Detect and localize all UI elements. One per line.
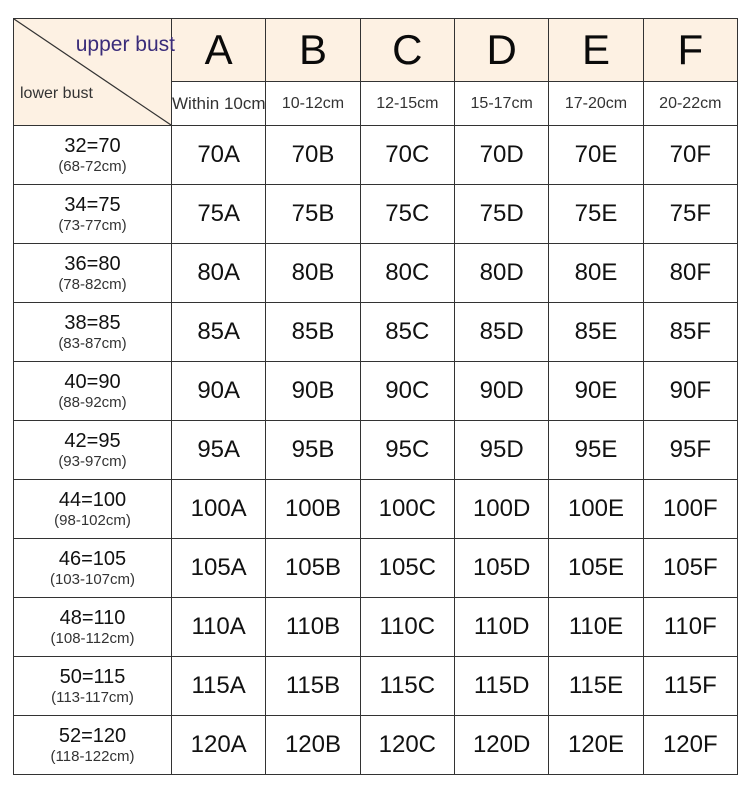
band-size: 42=95 — [64, 429, 121, 452]
size-cell-b: 70B — [266, 126, 360, 185]
size-cell-a: 95A — [172, 421, 266, 480]
band-range: (73-77cm) — [58, 216, 127, 234]
cup-letter-b: B — [266, 19, 360, 82]
size-cell-b: 90B — [266, 362, 360, 421]
size-cell-e: 95E — [549, 421, 643, 480]
size-cell-f: 100F — [643, 480, 737, 539]
size-cell-b: 75B — [266, 185, 360, 244]
lower-bust-cell — [14, 598, 172, 657]
cup-range-d: 15-17cm — [454, 82, 548, 126]
size-cell-a: 80A — [172, 244, 266, 303]
size-cell-e: 110E — [549, 598, 643, 657]
size-cell-e: 70E — [549, 126, 643, 185]
size-cell-f: 80F — [643, 244, 737, 303]
corner-header-cell — [14, 19, 175, 126]
size-cell-f: 85F — [643, 303, 737, 362]
size-cell-f: 75F — [643, 185, 737, 244]
table-row — [14, 598, 738, 657]
size-cell-d: 100D — [454, 480, 548, 539]
size-cell-d: 80D — [454, 244, 548, 303]
size-cell-f: 120F — [643, 716, 737, 775]
band-size: 34=75 — [64, 193, 121, 216]
size-cell-e: 115E — [549, 657, 643, 716]
cup-letter-e: E — [549, 19, 643, 82]
band-size: 40=90 — [64, 370, 121, 393]
size-cell-a: 70A — [172, 126, 266, 185]
size-cell-f: 110F — [643, 598, 737, 657]
upper-bust-label: upper bust — [75, 33, 175, 56]
size-cell-e: 105E — [549, 539, 643, 598]
band-size: 32=70 — [64, 134, 121, 157]
size-cell-c: 75C — [360, 185, 454, 244]
size-cell-a: 85A — [172, 303, 266, 362]
cup-range-c: 12-15cm — [360, 82, 454, 126]
size-cell-e: 100E — [549, 480, 643, 539]
cup-range-a: Within 10cm — [172, 82, 266, 126]
size-cell-c: 115C — [360, 657, 454, 716]
band-range: (98-102cm) — [54, 511, 131, 529]
size-cell-b: 80B — [266, 244, 360, 303]
size-rows — [14, 126, 738, 775]
size-cell-b: 110B — [266, 598, 360, 657]
size-cell-a: 120A — [172, 716, 266, 775]
size-cell-c: 90C — [360, 362, 454, 421]
cup-letter-a: A — [172, 19, 266, 82]
table-row — [14, 362, 738, 421]
band-range: (103-107cm) — [49, 570, 136, 588]
size-cell-c: 100C — [360, 480, 454, 539]
band-range: (83-87cm) — [58, 334, 127, 352]
table-row — [14, 421, 738, 480]
size-cell-f: 115F — [643, 657, 737, 716]
bra-size-table — [13, 18, 738, 775]
band-size: 38=85 — [64, 311, 121, 334]
band-size: 50=115 — [59, 665, 126, 688]
lower-bust-cell — [14, 421, 172, 480]
size-cell-b: 105B — [266, 539, 360, 598]
lower-bust-cell — [14, 185, 172, 244]
cup-range-b: 10-12cm — [266, 82, 360, 126]
band-size: 36=80 — [64, 252, 121, 275]
size-cell-a: 75A — [172, 185, 266, 244]
lower-bust-cell — [14, 303, 172, 362]
size-cell-c: 120C — [360, 716, 454, 775]
band-range: (113-117cm) — [51, 688, 134, 706]
table-row — [14, 185, 738, 244]
size-cell-a: 110A — [172, 598, 266, 657]
size-chart — [13, 18, 737, 774]
band-size: 52=120 — [58, 724, 127, 747]
size-cell-a: 100A — [172, 480, 266, 539]
table-row — [14, 716, 738, 775]
size-cell-b: 85B — [266, 303, 360, 362]
cup-range-e: 17-20cm — [549, 82, 643, 126]
lower-bust-cell — [14, 244, 172, 303]
size-cell-d: 110D — [454, 598, 548, 657]
lower-bust-cell — [14, 362, 172, 421]
table-row — [14, 480, 738, 539]
table-row — [14, 126, 738, 185]
size-cell-d: 120D — [454, 716, 548, 775]
lower-bust-cell — [14, 716, 172, 775]
size-cell-a: 115A — [172, 657, 266, 716]
band-range: (68-72cm) — [58, 157, 127, 175]
band-range: (78-82cm) — [58, 275, 127, 293]
size-cell-d: 75D — [454, 185, 548, 244]
cup-letter-row — [14, 19, 738, 82]
size-cell-d: 90D — [454, 362, 548, 421]
lower-bust-label: lower bust — [20, 85, 93, 102]
size-cell-f: 105F — [643, 539, 737, 598]
table-row — [14, 303, 738, 362]
size-cell-e: 75E — [549, 185, 643, 244]
size-cell-c: 70C — [360, 126, 454, 185]
cup-letter-f: F — [643, 19, 737, 82]
lower-bust-cell — [14, 126, 172, 185]
size-cell-d: 85D — [454, 303, 548, 362]
size-cell-c: 85C — [360, 303, 454, 362]
band-size: 46=105 — [58, 547, 127, 570]
size-cell-f: 95F — [643, 421, 737, 480]
size-cell-b: 100B — [266, 480, 360, 539]
lower-bust-cell — [14, 539, 172, 598]
band-range: (93-97cm) — [58, 452, 127, 470]
size-cell-e: 80E — [549, 244, 643, 303]
size-cell-b: 115B — [266, 657, 360, 716]
band-range: (108-112cm) — [50, 629, 135, 647]
size-cell-d: 95D — [454, 421, 548, 480]
size-cell-b: 95B — [266, 421, 360, 480]
cup-letter-d: D — [454, 19, 548, 82]
size-cell-c: 95C — [360, 421, 454, 480]
band-size: 48=110 — [59, 606, 126, 629]
lower-bust-cell — [14, 480, 172, 539]
size-cell-b: 120B — [266, 716, 360, 775]
table-row — [14, 657, 738, 716]
size-cell-e: 85E — [549, 303, 643, 362]
band-range: (118-122cm) — [50, 747, 135, 765]
size-cell-f: 70F — [643, 126, 737, 185]
size-cell-c: 110C — [360, 598, 454, 657]
cup-range-f: 20-22cm — [643, 82, 737, 126]
size-cell-a: 105A — [172, 539, 266, 598]
table-row — [14, 244, 738, 303]
size-cell-d: 115D — [454, 657, 548, 716]
lower-bust-cell — [14, 657, 172, 716]
size-cell-a: 90A — [172, 362, 266, 421]
cup-letter-c: C — [360, 19, 454, 82]
size-cell-e: 90E — [549, 362, 643, 421]
size-cell-d: 70D — [454, 126, 548, 185]
size-cell-e: 120E — [549, 716, 643, 775]
size-cell-c: 105C — [360, 539, 454, 598]
size-cell-c: 80C — [360, 244, 454, 303]
band-size: 44=100 — [58, 488, 127, 511]
size-cell-d: 105D — [454, 539, 548, 598]
size-cell-f: 90F — [643, 362, 737, 421]
band-range: (88-92cm) — [58, 393, 127, 411]
table-row — [14, 539, 738, 598]
